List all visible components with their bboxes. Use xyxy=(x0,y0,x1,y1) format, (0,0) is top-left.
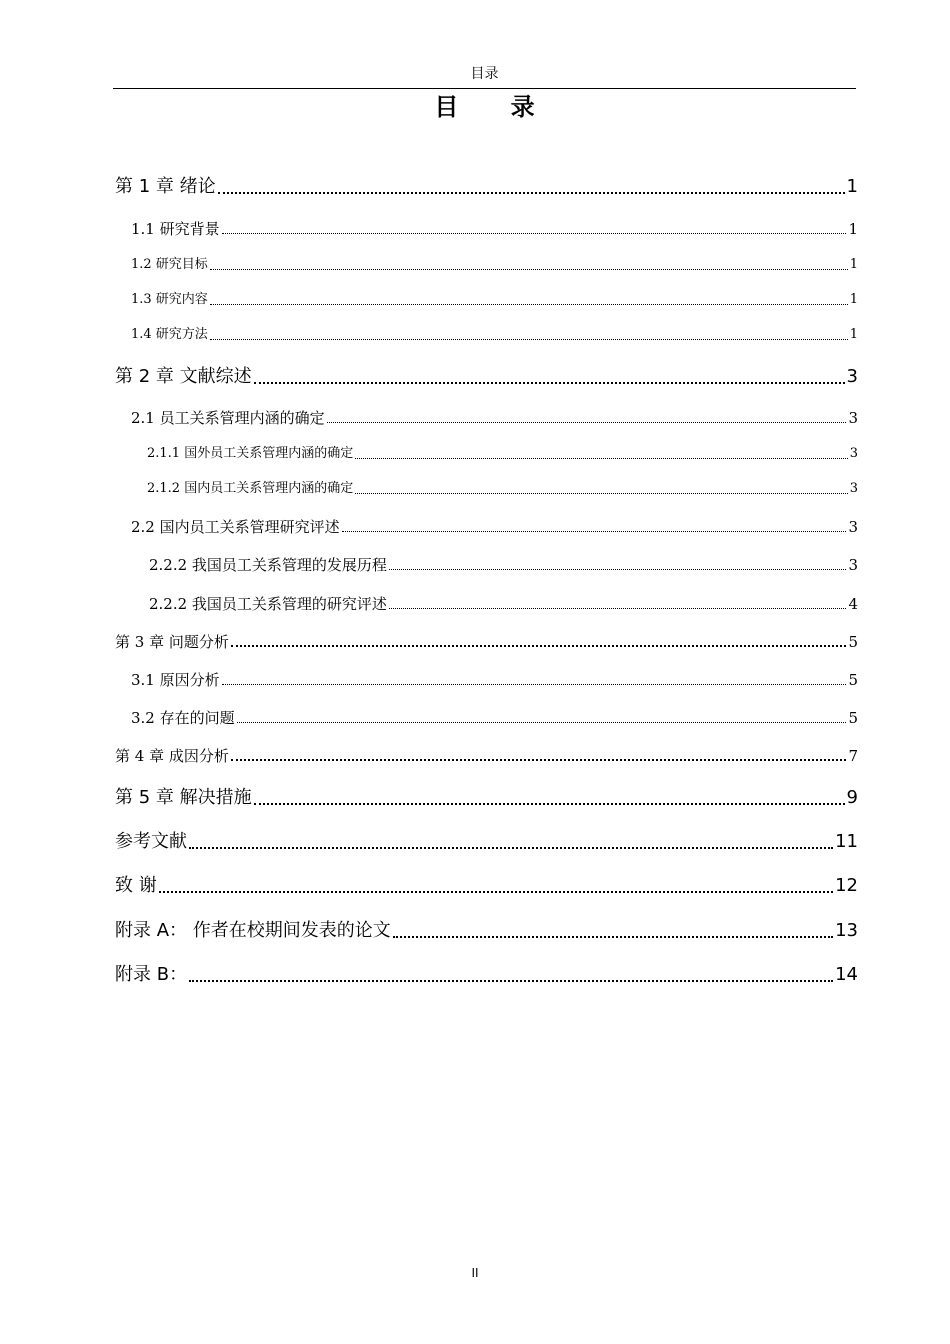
toc-entry-page: 3 xyxy=(848,409,858,427)
toc-entry-section-2-1-2[interactable] xyxy=(147,480,858,498)
dot-leader xyxy=(389,608,847,609)
toc-entry-section-2-1-1[interactable] xyxy=(147,445,858,463)
toc-entry-appendix-b[interactable] xyxy=(115,963,858,987)
toc-entry-section-1-4[interactable] xyxy=(131,326,858,344)
dot-leader xyxy=(189,847,833,849)
toc-entry-label: 3.2 存在的问题 xyxy=(131,709,235,727)
toc-entry-section-2-2[interactable] xyxy=(131,517,858,537)
dot-leader xyxy=(189,980,833,982)
toc-entry-section-1-2[interactable] xyxy=(131,256,858,274)
running-header-text: 目录 xyxy=(470,66,499,82)
toc-entry-chapter-1[interactable] xyxy=(115,175,858,199)
toc-entry-label: 3.1 原因分析 xyxy=(131,671,220,689)
toc-entry-label: 致 谢 xyxy=(115,875,157,896)
toc-entry-section-1-1[interactable] xyxy=(131,219,858,239)
toc-entry-page: 1 xyxy=(849,257,858,272)
toc-entry-label: 第 5 章 解决措施 xyxy=(115,787,252,808)
page-number: II xyxy=(471,1266,479,1280)
toc-entry-section-2-2-2a[interactable] xyxy=(149,555,858,575)
toc-entry-label: 第 4 章 成因分析 xyxy=(115,747,229,765)
toc-entry-label: 1.1 研究背景 xyxy=(131,220,220,238)
dot-leader xyxy=(237,722,847,723)
toc-entry-references[interactable] xyxy=(115,830,858,854)
toc-entry-label: 1.2 研究目标 xyxy=(131,257,208,272)
dot-leader xyxy=(210,269,848,270)
toc-entry-page: 3 xyxy=(848,556,858,574)
dot-leader xyxy=(355,493,848,494)
toc-entry-page: 1 xyxy=(849,327,858,342)
toc-entry-label: 第 3 章 问题分析 xyxy=(115,633,229,651)
toc-entry-chapter-4[interactable] xyxy=(115,746,858,766)
toc-entry-page: 12 xyxy=(835,875,858,896)
toc-entry-page: 11 xyxy=(835,831,858,852)
toc-entry-label: 2.2.2 我国员工关系管理的发展历程 xyxy=(149,556,387,574)
toc-entry-appendix-a[interactable] xyxy=(115,919,858,943)
toc-entry-page: 4 xyxy=(848,595,858,613)
toc-entry-label: 第 2 章 文献综述 xyxy=(115,366,252,387)
toc-entry-section-1-3[interactable] xyxy=(131,291,858,309)
toc-entry-label: 第 1 章 绪论 xyxy=(115,176,216,197)
dot-leader xyxy=(222,233,847,234)
page-number-footer xyxy=(0,1266,950,1280)
dot-leader xyxy=(231,759,847,761)
toc-entry-page: 14 xyxy=(835,964,858,985)
toc-entry-label: 2.2.2 我国员工关系管理的研究评述 xyxy=(149,595,387,613)
toc-entry-label: 1.4 研究方法 xyxy=(131,327,208,342)
dot-leader xyxy=(210,304,848,305)
toc-entry-page: 3 xyxy=(848,518,858,536)
dot-leader xyxy=(389,569,847,570)
toc-entry-label: 2.1.2 国内员工关系管理内涵的确定 xyxy=(147,481,354,496)
dot-leader xyxy=(222,684,847,685)
toc-entry-section-2-2-2b[interactable] xyxy=(149,594,858,614)
toc-entry-label: 2.1 员工关系管理内涵的确定 xyxy=(131,409,325,427)
dot-leader xyxy=(254,803,845,805)
dot-leader xyxy=(159,891,833,893)
toc-entry-label: 2.2 国内员工关系管理研究评述 xyxy=(131,518,340,536)
toc-entry-label: 2.1.1 国外员工关系管理内涵的确定 xyxy=(147,446,354,461)
toc-entry-label: 参考文献 xyxy=(115,831,187,852)
dot-leader xyxy=(355,458,848,459)
toc-entry-page: 3 xyxy=(849,446,858,461)
toc-entry-section-3-1[interactable] xyxy=(131,670,858,690)
toc-entry-chapter-3[interactable] xyxy=(115,632,858,652)
dot-leader xyxy=(393,936,833,938)
toc-entry-page: 3 xyxy=(846,366,858,387)
toc-entry-label: 附录 B： xyxy=(115,964,188,985)
toc-entry-section-3-2[interactable] xyxy=(131,708,858,728)
toc-entry-page: 5 xyxy=(848,671,858,689)
dot-leader xyxy=(327,422,847,423)
toc-entry-page: 9 xyxy=(846,787,858,808)
toc-title: 目 录 xyxy=(434,92,557,121)
dot-leader xyxy=(218,192,845,194)
toc-entry-label: 1.3 研究内容 xyxy=(131,292,208,307)
toc-entry-page: 1 xyxy=(848,220,858,238)
dot-leader xyxy=(254,382,845,384)
toc-entry-chapter-2[interactable] xyxy=(115,365,858,389)
dot-leader xyxy=(231,645,847,647)
toc-entry-page: 3 xyxy=(849,481,858,496)
toc-entry-acknowledgements[interactable] xyxy=(115,874,858,898)
toc-entry-chapter-5[interactable] xyxy=(115,786,858,810)
toc-entry-page: 1 xyxy=(846,176,858,197)
toc-entry-section-2-1[interactable] xyxy=(131,408,858,428)
toc-entry-page: 5 xyxy=(848,633,858,651)
dot-leader xyxy=(342,531,847,532)
toc-entry-page: 1 xyxy=(849,292,858,307)
toc-entry-page: 13 xyxy=(835,920,858,941)
toc-entry-label: 附录 A： 作者在校期间发表的论文 xyxy=(115,920,391,941)
toc-entry-page: 7 xyxy=(848,747,858,765)
dot-leader xyxy=(210,339,848,340)
toc-entry-page: 5 xyxy=(848,709,858,727)
